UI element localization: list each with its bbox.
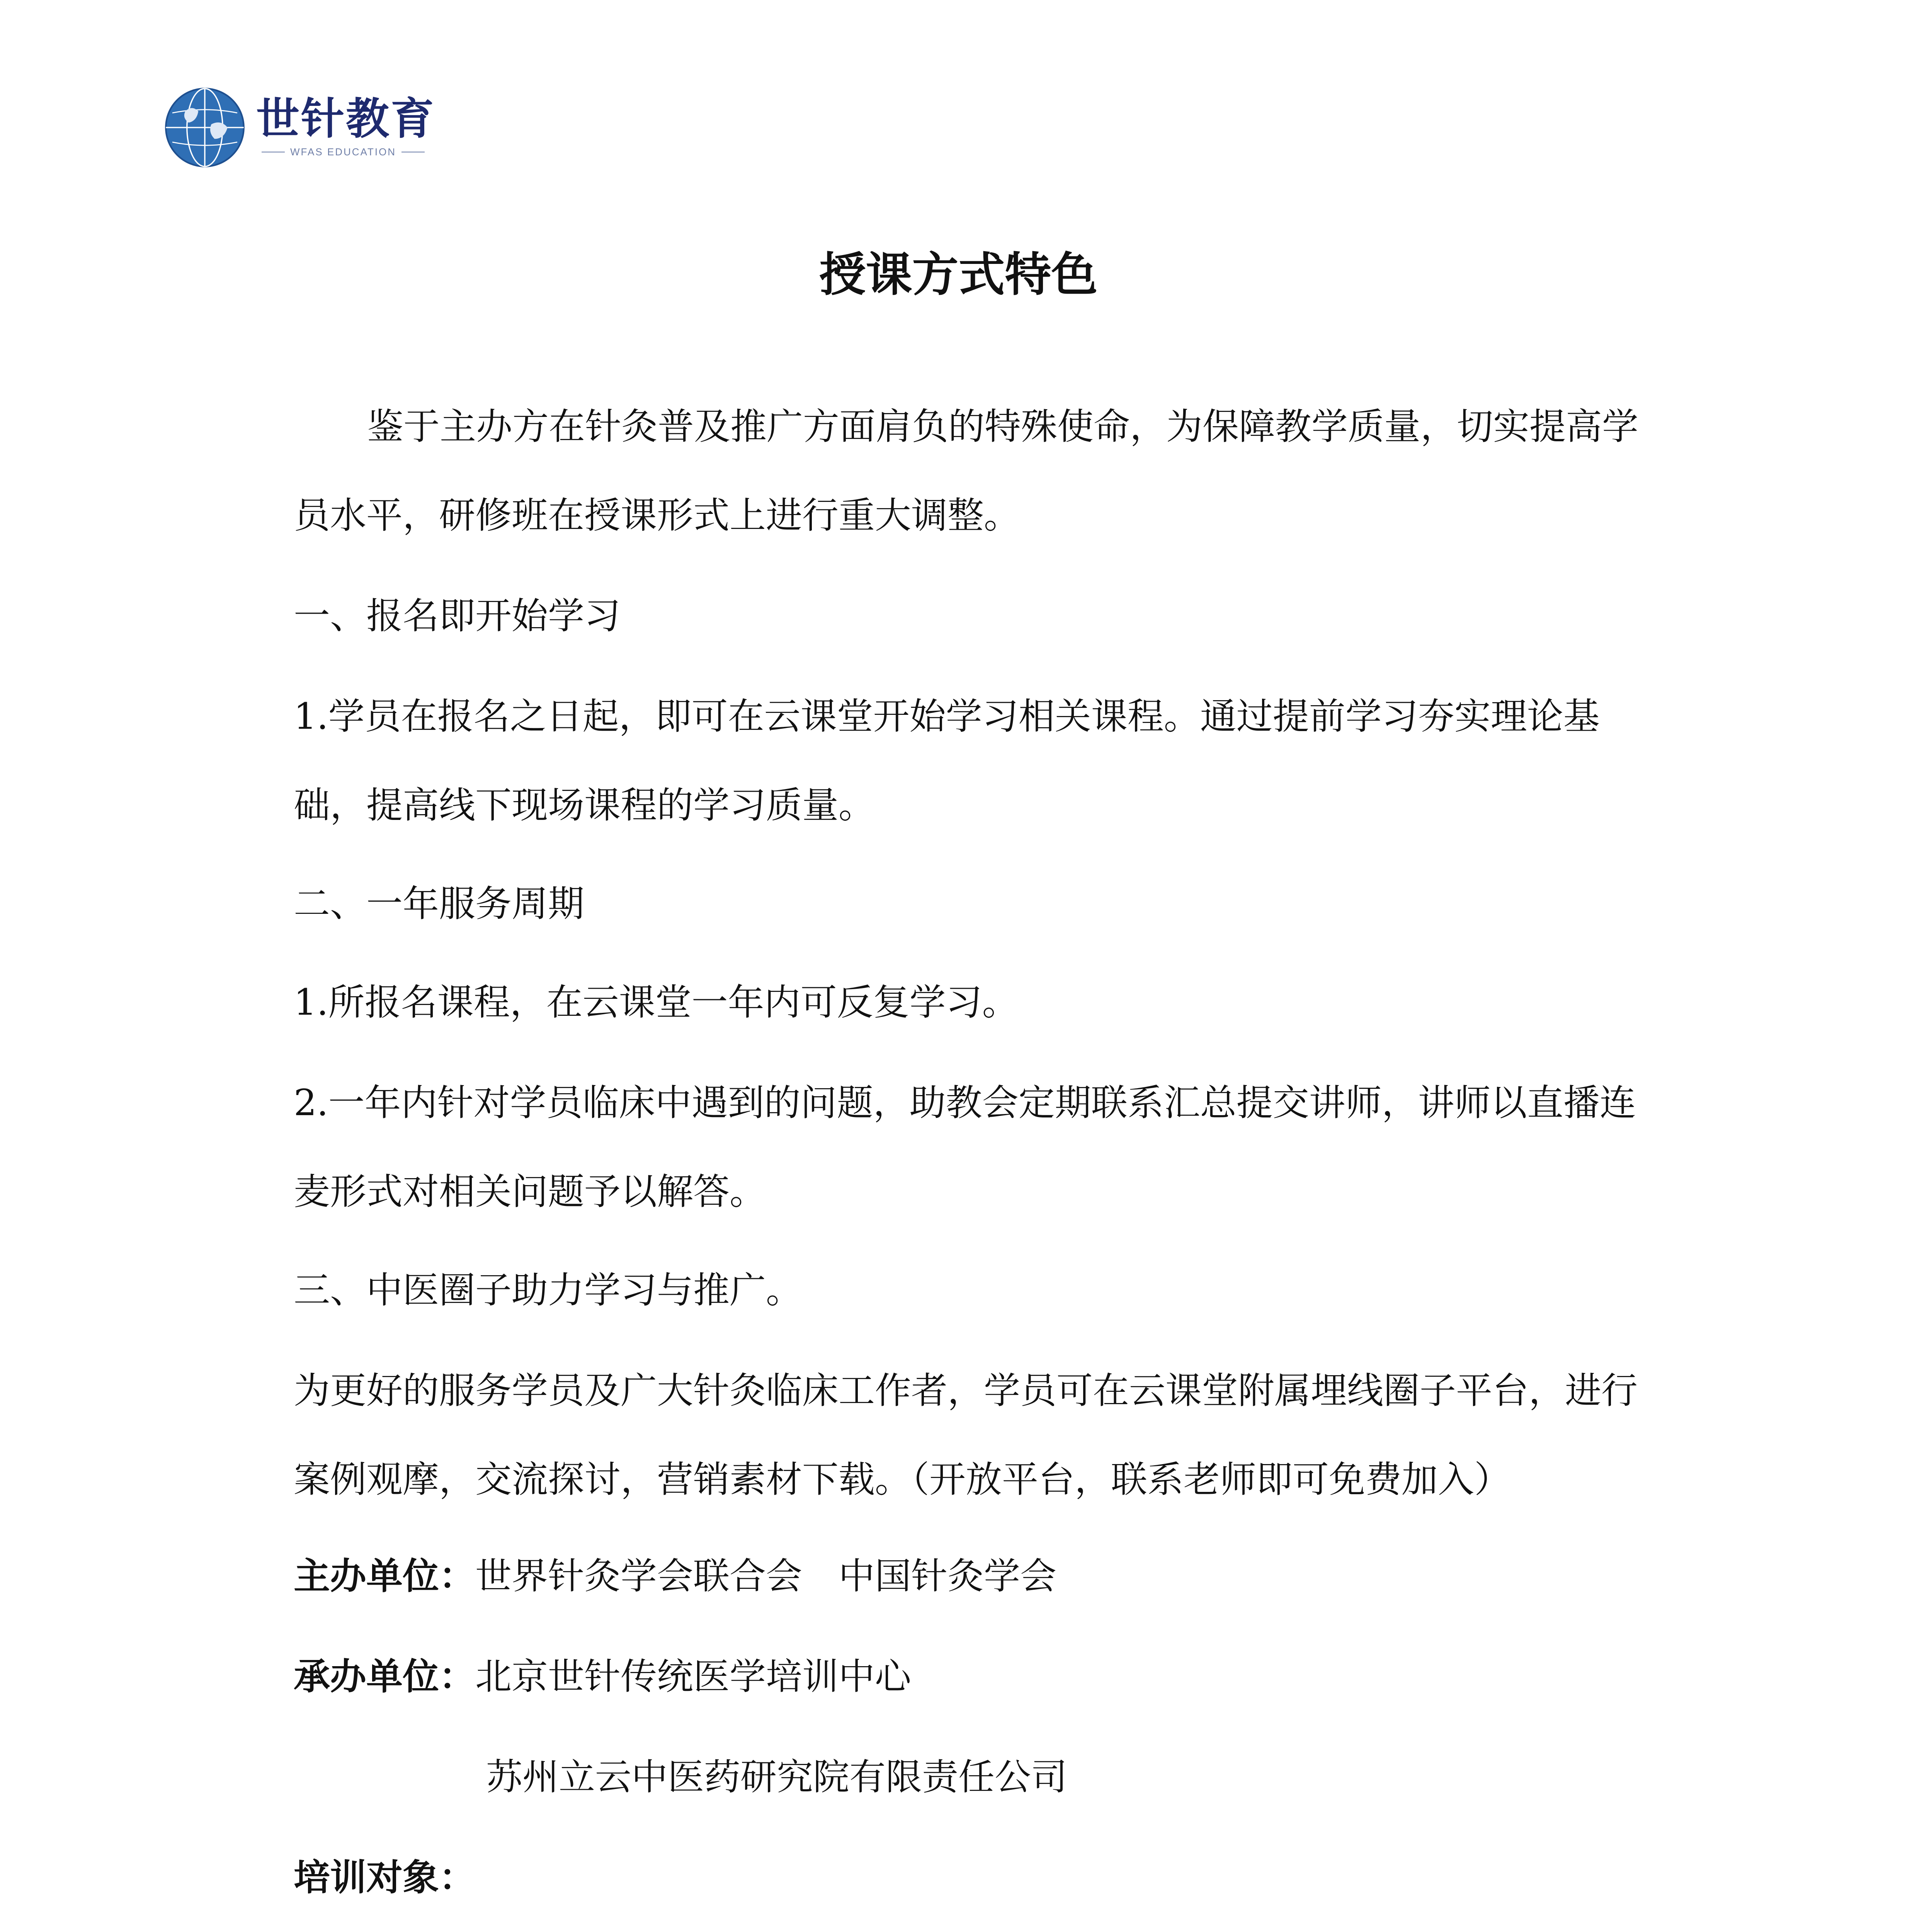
host-value-2: 苏州立云中医药研究院有限责任公司 [486, 1756, 1068, 1798]
logo-subtitle-text: WFAS EDUCATION [290, 146, 396, 158]
section-3-paragraph-1: 为更好的服务学员及广大针灸临床工作者，学员可在云课堂附属埋线圈子平台，进行案例观摩，交流探讨，营销素材下载。（开放平台，联系老师即可免费加入） [294, 1370, 1638, 1501]
host-row [294, 1633, 1638, 1721]
section-2-paragraph-2: 2.一年内针对学员临床中遇到的问题，助教会定期联系汇总提交讲师，讲师以直播连麦形式对相关问题予以解答。 [294, 1082, 1636, 1213]
host-label: 承办单位： [294, 1656, 476, 1698]
logo [164, 81, 435, 174]
section-1-heading: 一、报名即开始学习 [294, 595, 621, 637]
audience-label-row [294, 1833, 1638, 1922]
organizer-row [294, 1532, 1638, 1621]
intro-text: 鉴于主办方在针灸普及推广方面肩负的特殊使命，为保障教学质量，切实提高学员水平，研修班在授课形式上进行重大调整。 [294, 406, 1639, 537]
organizer-value: 世界针灸学会联合会 中国针灸学会 [475, 1555, 1057, 1597]
audience-label: 培训对象： [294, 1857, 476, 1899]
globe-logo-icon [164, 87, 245, 168]
logo-subtitle [256, 146, 435, 158]
section-1-paragraph-1: 1.学员在报名之日起，即可在云课堂开始学习相关课程。通过提前学习夯实理论基础，提高线下现场课程的学习质量。 [294, 696, 1600, 827]
host-value-1: 北京世针传统医学培训中心 [475, 1656, 912, 1698]
section-2-paragraph-1: 1.所报名课程，在云课堂一年内可反复学习。 [294, 981, 1019, 1024]
section-2-heading: 二、一年服务周期 [294, 883, 585, 925]
section-3-heading: 三、中医圈子助力学习与推广。 [294, 1269, 803, 1311]
intro-paragraph [294, 383, 1638, 560]
organizer-label: 主办单位： [294, 1555, 476, 1597]
page-title: 授课方式特色 [819, 248, 1098, 302]
logo-name: 世针教育 [256, 94, 435, 144]
